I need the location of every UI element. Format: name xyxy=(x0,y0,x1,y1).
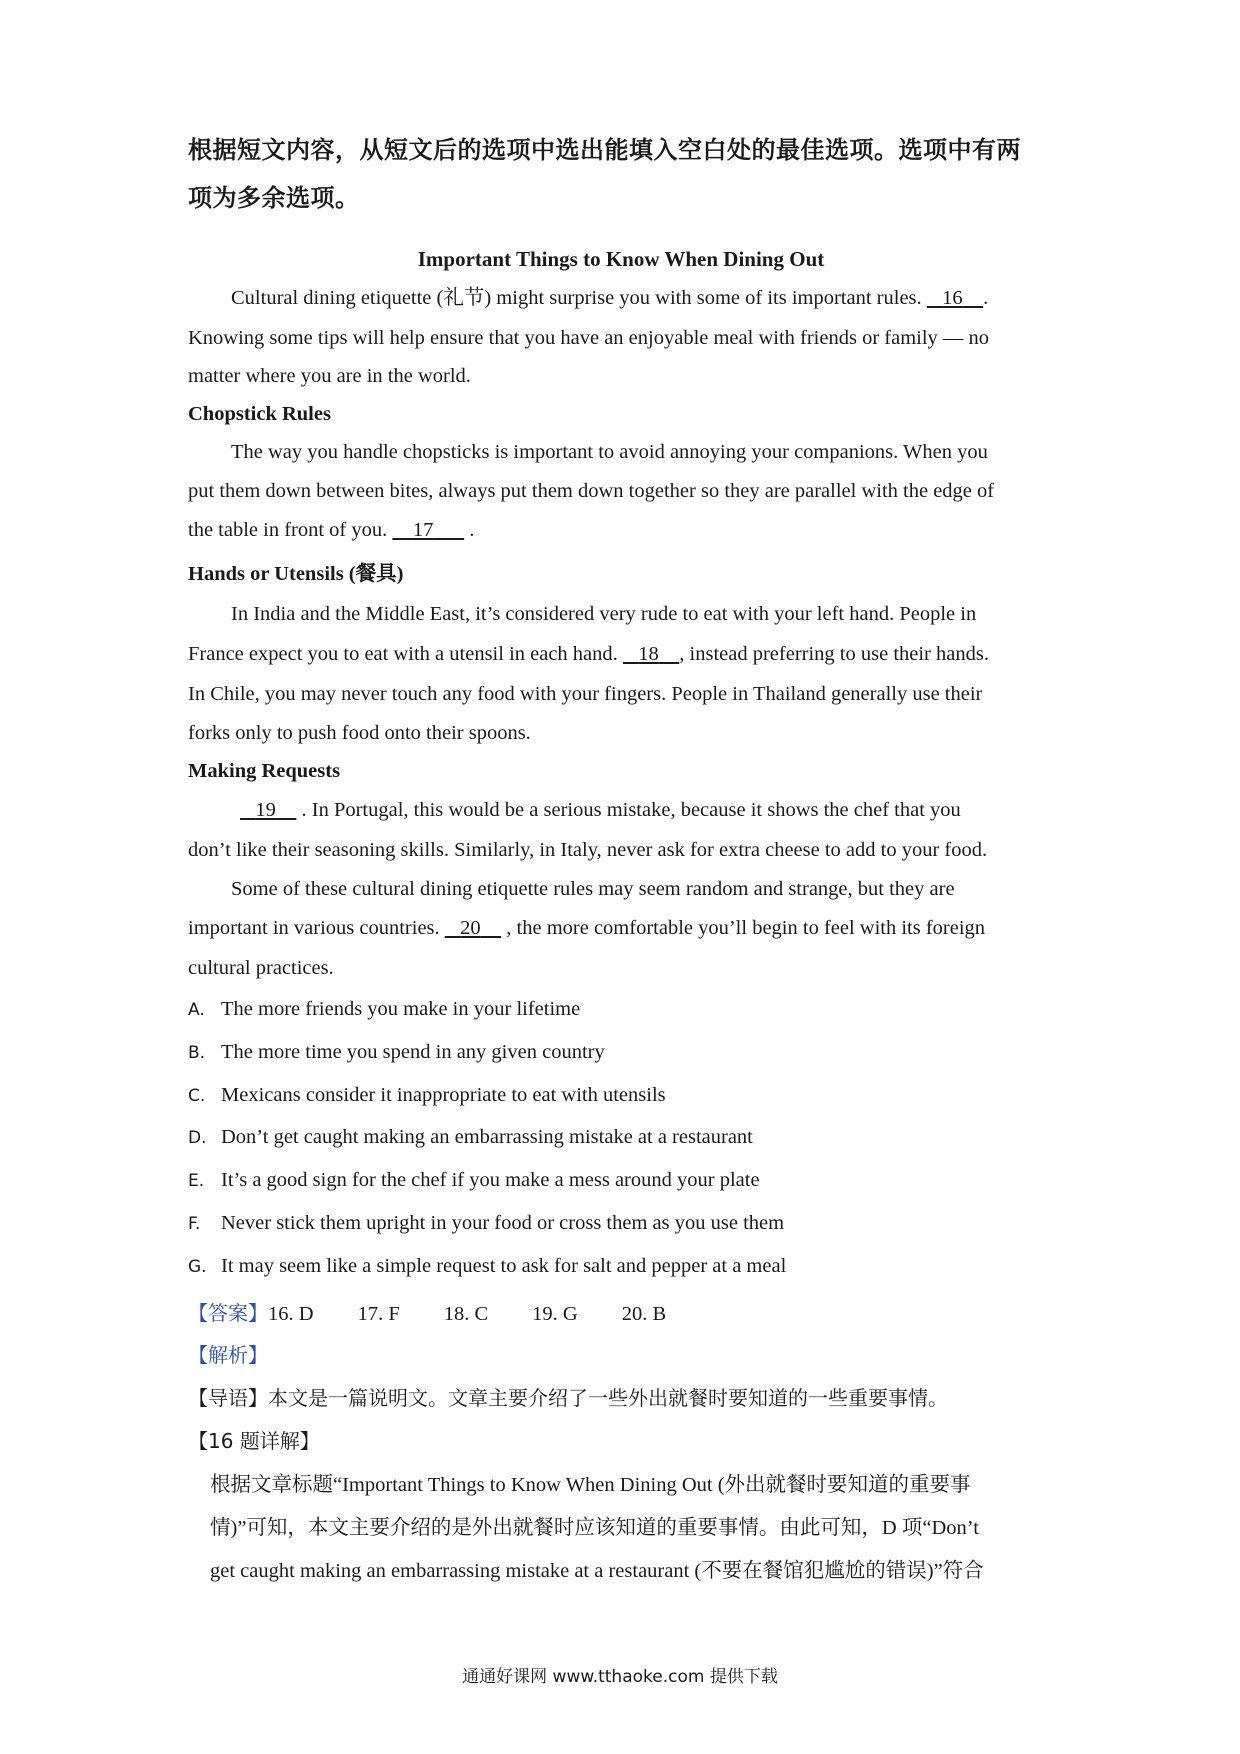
hands-line-1: In India and the Middle East, it’s considered very rude to eat with your left hand. People in xyxy=(231,603,977,625)
blank-20: 20 xyxy=(460,917,481,939)
answer-row xyxy=(188,1298,710,1329)
option-d: D. Don’t get caught making an embarrassing mistake at a restaurant xyxy=(188,1126,753,1148)
requests-line-1: 19 . In Portugal, this would be a serious mistake, because it shows the chef that you xyxy=(240,795,1120,825)
answer-item: 16. D xyxy=(268,1303,314,1325)
heading-hands-or-utensils: Hands or Utensils (餐具) xyxy=(188,563,404,585)
footer-source: 通通好课网 www.tthaoke.com 提供下载 xyxy=(462,1667,778,1687)
hands-line-4: forks only to push food onto their spoons. xyxy=(188,722,531,744)
answer-item: 18. C xyxy=(443,1303,489,1325)
blank-16: 16 xyxy=(942,287,963,309)
option-f: F. Never stick them upright in your food or cross them as you use them xyxy=(188,1212,785,1234)
blank-17: 17 xyxy=(412,519,434,541)
answer-item: 19. G xyxy=(532,1303,578,1325)
chopstick-line-2: put them down between bites, always put them down together so they are parallel with the edge of xyxy=(188,480,995,502)
blank-19: 19 xyxy=(255,799,276,821)
blank-18: 18 xyxy=(638,643,659,665)
q16-line-1: 根据文章标题“Important Things to Know When Dining Out (外出就餐时要知道的重要事 xyxy=(210,1474,971,1496)
chopstick-line-1: The way you handle chopsticks is important to avoid annoying your companions. When you xyxy=(231,441,988,463)
answer-item: 17. F xyxy=(357,1303,400,1325)
guide-line: 【导语】本文是一篇说明文。文章主要介绍了一些外出就餐时要知道的一些重要事情。 xyxy=(188,1386,948,1410)
option-c: C. Mexicans consider it inappropriate to eat with utensils xyxy=(188,1084,666,1106)
intro-text: Cultural dining etiquette (礼节) might surprise you with some of its important rules. xyxy=(231,287,927,309)
analysis-label: 【解析】 xyxy=(188,1343,268,1367)
requests-line-3: Some of these cultural dining etiquette rules may seem random and strange, but they are xyxy=(231,878,955,900)
hands-line-3: In Chile, you may never touch any food with your fingers. People in Thailand generally use their xyxy=(188,683,983,705)
instruction-line-1: 根据短文内容，从短文后的选项中选出能填入空白处的最佳选项。选项中有两 xyxy=(188,136,1021,164)
q16-line-2: 情)”可知，本文主要介绍的是外出就餐时应该知道的重要事情。由此可知，D 项“Don’t xyxy=(210,1517,979,1539)
heading-making-requests: Making Requests xyxy=(188,760,341,782)
q16-line-3: get caught making an embarrassing mistake at a restaurant (不要在餐馆犯尴尬的错误)”符合 xyxy=(210,1560,984,1582)
option-e: E. It’s a good sign for the chef if you make a mess around your plate xyxy=(188,1169,760,1191)
heading-chopstick-rules: Chopstick Rules xyxy=(188,403,331,425)
option-g: G. It may seem like a simple request to ask for salt and pepper at a meal xyxy=(188,1255,787,1277)
intro-line-1: Cultural dining etiquette (礼节) might surprise you with some of its important rules. 16 . xyxy=(231,287,989,309)
option-b: B. The more time you spend in any given country xyxy=(188,1041,605,1063)
chopstick-line-3: the table in front of you. 17 . xyxy=(188,519,475,541)
intro-line-3: matter where you are in the world. xyxy=(188,365,471,387)
passage-title: Important Things to Know When Dining Out xyxy=(417,247,825,271)
hands-line-2: France expect you to eat with a utensil in each hand. 18 , instead preferring to use their hands. xyxy=(188,643,989,665)
answer-label: 【答案】 xyxy=(188,1301,268,1325)
answer-item: 20. B xyxy=(621,1303,667,1325)
requests-line-5: cultural practices. xyxy=(188,957,334,979)
instruction-line-2: 项为多余选项。 xyxy=(188,184,360,212)
option-a: A. The more friends you make in your lifetime xyxy=(188,998,581,1020)
requests-line-4: important in various countries. 20 , the more comfortable you’ll begin to feel with its foreign xyxy=(188,917,986,939)
requests-line-2: don’t like their seasoning skills. Similarly, in Italy, never ask for extra cheese to add to your food. xyxy=(188,839,988,861)
q16-label: 【16 题详解】 xyxy=(188,1429,320,1453)
intro-line-2: Knowing some tips will help ensure that you have an enjoyable meal with friends or family — no xyxy=(188,327,990,349)
